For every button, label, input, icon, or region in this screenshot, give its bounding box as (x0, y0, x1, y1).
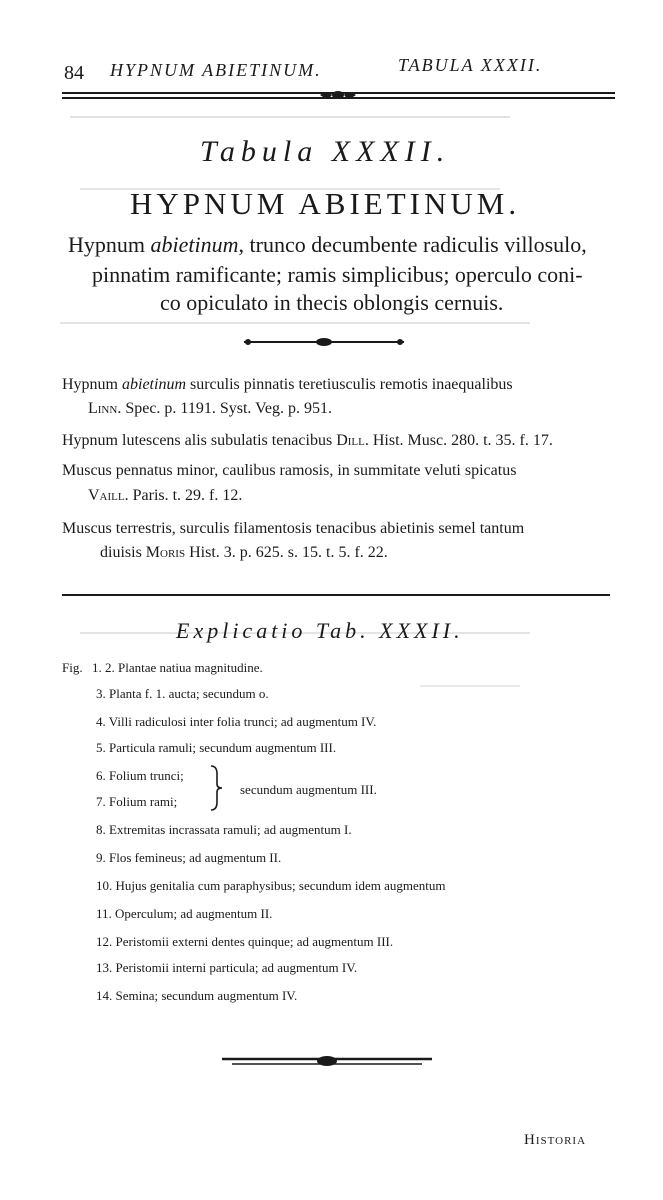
fig-label: Fig. (62, 660, 83, 675)
description-line-3: co opiculato in thecis oblongis cernuis. (160, 290, 504, 315)
page-number: 84 (64, 62, 84, 84)
species-title: HYPNUM ABIETINUM. (130, 186, 521, 221)
synonym-3-line-2: Vaill. Paris. t. 29. f. 12. (88, 487, 243, 504)
catchword: Historia (524, 1132, 587, 1148)
description-line-2: pinnatim ramificante; ramis simplicibus; operculo coni- (92, 262, 583, 287)
flourish-ornament-icon (318, 87, 358, 103)
list-item: 12. Peristomii externi dentes quinque; ad augmentum III. (96, 934, 394, 949)
synonym-1-line-2: Linn. Spec. p. 1191. Syst. Veg. p. 951. (88, 400, 332, 417)
list-item: 1. 2. Plantae natiua magnitudine. (92, 660, 263, 675)
list-item: 3. Planta f. 1. aucta; secundum o. (96, 686, 269, 701)
section-rule (62, 594, 610, 596)
list-item: 11. Operculum; ad augmentum II. (96, 906, 273, 921)
list-item: 8. Extremitas incrassata ramuli; ad augmentum I. (96, 822, 352, 837)
synonym-3-line-1: Muscus pennatus minor, caulibus ramosis, in summitate veluti spicatus (62, 462, 517, 479)
brace-icon (208, 764, 224, 812)
list-item: 14. Semina; secundum augmentum IV. (96, 988, 298, 1003)
synonym-2-line-1: Hypnum lutescens alis subulatis tenacibus Dill. Hist. Musc. 280. t. 35. f. 17. (62, 432, 553, 449)
list-item: 7. Folium rami; (96, 794, 178, 809)
synonym-1-line-1: Hypnum abietinum surculis pinnatis teretiusculis remotis inaequalibus (62, 376, 513, 393)
footer-ornament-icon (222, 1054, 432, 1068)
separator-ornament-icon (244, 336, 404, 348)
list-item: 10. Hujus genitalia cum paraphysibus; secundum idem augmentum (96, 878, 446, 893)
synonym-4-line-2: diuisis Moris Hist. 3. p. 625. s. 15. t. 5. f. 22. (100, 544, 388, 561)
tabula-heading: Tabula XXXII. (200, 135, 451, 168)
list-item: 9. Flos femineus; ad augmentum II. (96, 850, 282, 865)
list-item: 13. Peristomii interni particula; ad augmentum IV. (96, 960, 358, 975)
list-item: 5. Particula ramuli; secundum augmentum III. (96, 740, 337, 755)
description-line-1: Hypnum abietinum, trunco decumbente radiculis villosulo, (68, 232, 587, 257)
running-tab-ref: TABULA XXXII. (398, 55, 543, 75)
brace-text: secundum augmentum III. (240, 782, 377, 797)
list-item: 6. Folium trunci; (96, 768, 184, 783)
synonym-4-line-1: Muscus terrestris, surculis filamentosis tenacibus abietinis semel tantum (62, 520, 525, 537)
list-item: 4. Villi radiculosi inter folia trunci; ad augmentum IV. (96, 714, 377, 729)
explicatio-heading: Explicatio Tab. XXXII. (176, 618, 464, 643)
running-title: HYPNUM ABIETINUM. (110, 60, 322, 80)
